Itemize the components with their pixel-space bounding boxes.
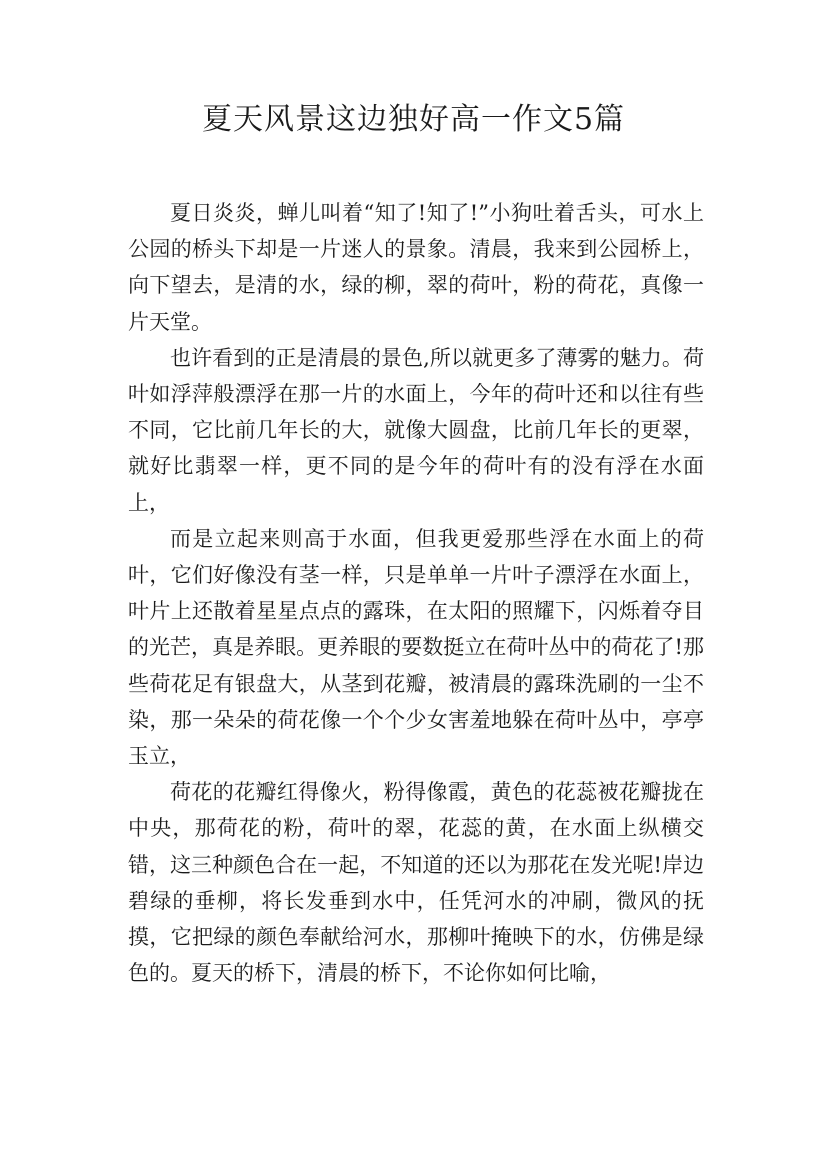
paragraph-3: 而是立起来则高于水面，但我更爱那些浮在水面上的荷叶，它们好像没有茎一样，只是单单一片叶子漂浮在水面上，叶片上还散着星星点点的露珠，在太阳的照耀下，闪烁着夺目的光芒，真是养眼。更养眼的要数挺立在荷叶丛中的荷花了!那些荷花足有银盘大，从茎到花瓣，被清晨的露珠洗刷的一尘不染，那一朵朵的荷花像一个个少女害羞地躲在荷叶丛中，亭亭玉立， bbox=[128, 526, 704, 769]
paragraph-4: 荷花的花瓣红得像火，粉得像霞，黄色的花蕊被花瓣拢在中央，那荷花的粉，荷叶的翠，花蕊的黄，在水面上纵横交错，这三种颜色合在一起，不知道的还以为那花在发光呢!岸边碧绿的垂柳，将长发垂到水中，任凭河水的冲刷，微风的抚摸，它把绿的颜色奉献给河水，那柳叶掩映下的水，仿佛是绿色的。夏天的桥下，清晨的桥下，不论你如何比喻， bbox=[128, 780, 704, 986]
document-title: 夏天风景这边独好高一作文5篇 bbox=[201, 102, 626, 137]
document-body bbox=[128, 195, 704, 991]
paragraph-2: 也许看到的正是清晨的景色,所以就更多了薄雾的魅力。荷叶如浮萍般漂浮在那一片的水面上，今年的荷叶还和以往有些不同，它比前几年长的大，就像大圆盘，比前几年长的更翠，就好比翡翠一样，更不同的是今年的荷叶有的没有浮在水面上， bbox=[128, 345, 704, 515]
paragraph-1: 夏日炎炎，蝉儿叫着“知了!知了!”小狗吐着舌头，可水上公园的桥头下却是一片迷人的景象。清晨，我来到公园桥上，向下望去，是清的水，绿的柳，翠的荷叶，粉的荷花，真像一片天堂。 bbox=[128, 201, 704, 334]
